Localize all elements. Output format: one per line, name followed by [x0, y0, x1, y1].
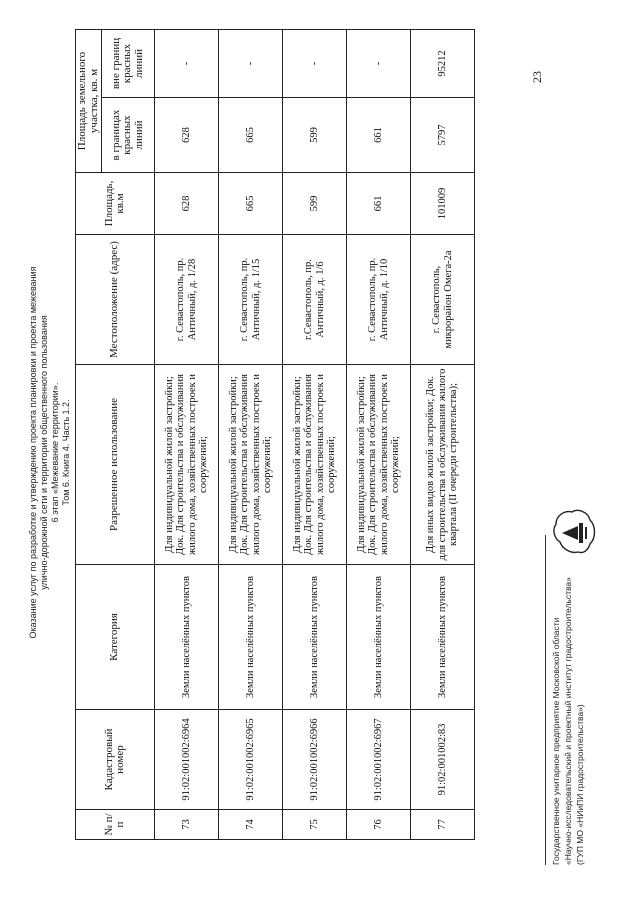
- header-line-4: Том 6. Книга 4. Часть 1.2.: [61, 399, 71, 506]
- cell-cadastral-number: 91:02:001002:6967: [347, 710, 411, 810]
- footer-divider: [545, 535, 546, 865]
- cell-row-number: 75: [283, 810, 347, 840]
- footer-line-3: (ГУП МО «НИиПИ градостроительства»): [575, 704, 585, 865]
- cell-category: Земли населённых пунктов: [155, 565, 219, 710]
- header-line-2: улично-дорожной сети и территории общественного пользования: [39, 315, 49, 590]
- cell-permitted-use: Для индивидуальной жилой застройки; Док. Для строительства и обслуживания жилого дома, хозяйственных построек и сооружений;: [283, 365, 347, 565]
- cell-category: Земли населённых пунктов: [283, 565, 347, 710]
- footer-line-2: «Научно-исследовательский и проектный институт градостроительства»: [563, 577, 573, 865]
- cell-area-in-red-lines: 599: [283, 98, 347, 173]
- cell-location: г. Севастополь, пр. Античный, д. 1/15: [219, 235, 283, 365]
- cell-cadastral-number: 91:02:001002:6966: [283, 710, 347, 810]
- cell-cadastral-number: 91:02:001002:6964: [155, 710, 219, 810]
- cell-cadastral-number: 91:02:001002:83: [411, 710, 475, 810]
- table-row: [283, 30, 347, 840]
- cell-row-number: 73: [155, 810, 219, 840]
- cell-location: г. Севастополь, пр. Античный, д. 1/28: [155, 235, 219, 365]
- footer-line-1: Государственное унитарное предприятие Московской области: [551, 617, 561, 865]
- cell-category: Земли населённых пунктов: [411, 565, 475, 710]
- table-row: [347, 30, 411, 840]
- cell-permitted-use: Для индивидуальной жилой застройки; Док. Для строительства и обслуживания жилого дома, хозяйственных построек и сооружений;: [219, 365, 283, 565]
- cell-area-out-red-lines: -: [219, 30, 283, 98]
- cell-location: г. Севастополь, пр. Античный, д. 1/10: [347, 235, 411, 365]
- table-row: [411, 30, 475, 840]
- cell-area: 661: [347, 173, 411, 235]
- table-row: [155, 30, 219, 840]
- cell-category: Земли населённых пунктов: [219, 565, 283, 710]
- cell-area: 599: [283, 173, 347, 235]
- institute-emblem-icon: [548, 505, 600, 560]
- cell-area-out-red-lines: -: [347, 30, 411, 98]
- cell-row-number: 77: [411, 810, 475, 840]
- cell-location: г.Севастополь, пр. Античный, д. 1/6: [283, 235, 347, 365]
- page-number: 23: [530, 71, 544, 83]
- cell-area-in-red-lines: 628: [155, 98, 219, 173]
- col-header-num: № п/п: [76, 810, 155, 840]
- col-header-cadastral: Кадастровый номер: [76, 710, 155, 810]
- cell-area-in-red-lines: 661: [347, 98, 411, 173]
- cell-area-in-red-lines: 5797: [411, 98, 475, 173]
- cell-area-out-red-lines: -: [283, 30, 347, 98]
- col-header-out-red-lines: вне границ красных линий: [102, 30, 155, 98]
- cell-cadastral-number: 91:02:001002:6965: [219, 710, 283, 810]
- header-line-3: 6 этап «Межевание территории».: [50, 382, 60, 523]
- cell-area-in-red-lines: 665: [219, 98, 283, 173]
- parcels-table: [75, 29, 475, 840]
- cell-area: 665: [219, 173, 283, 235]
- cell-permitted-use: Для индивидуальной жилой застройки; Док. Для строительства и обслуживания жилого дома, хозяйственных построек и сооружений;: [155, 365, 219, 565]
- cell-row-number: 76: [347, 810, 411, 840]
- col-header-area: Площадь, кв.м: [76, 173, 155, 235]
- cell-permitted-use: Для индивидуальной жилой застройки; Док. Для строительства и обслуживания жилого дома, хозяйственных построек и сооружений;: [347, 365, 411, 565]
- cell-row-number: 74: [219, 810, 283, 840]
- col-header-category: Категория: [76, 565, 155, 710]
- cell-category: Земли населённых пунктов: [347, 565, 411, 710]
- cell-area: 628: [155, 173, 219, 235]
- cell-area: 101009: [411, 173, 475, 235]
- cell-area-out-red-lines: -: [155, 30, 219, 98]
- cell-area-out-red-lines: 95212: [411, 30, 475, 98]
- col-header-permitted-use: Разрешенное использование: [76, 365, 155, 565]
- col-header-location: Местоположение (адрес): [76, 235, 155, 365]
- col-header-in-red-lines: в границах красных линий: [102, 98, 155, 173]
- cell-location: г. Севастополь, микрорайон Омега-2а: [411, 235, 475, 365]
- table-row: [219, 30, 283, 840]
- col-header-land-area: Площадь земельного участка, кв. м: [76, 30, 102, 173]
- header-line-1: Оказание услуг по разработке и утверждению проекта планировки и проекта межевания: [28, 266, 38, 639]
- cell-permitted-use: Для иных видов жилой застройки; Док. для строительства и обслуживания жилого квартала (II очереди строительства);: [411, 365, 475, 565]
